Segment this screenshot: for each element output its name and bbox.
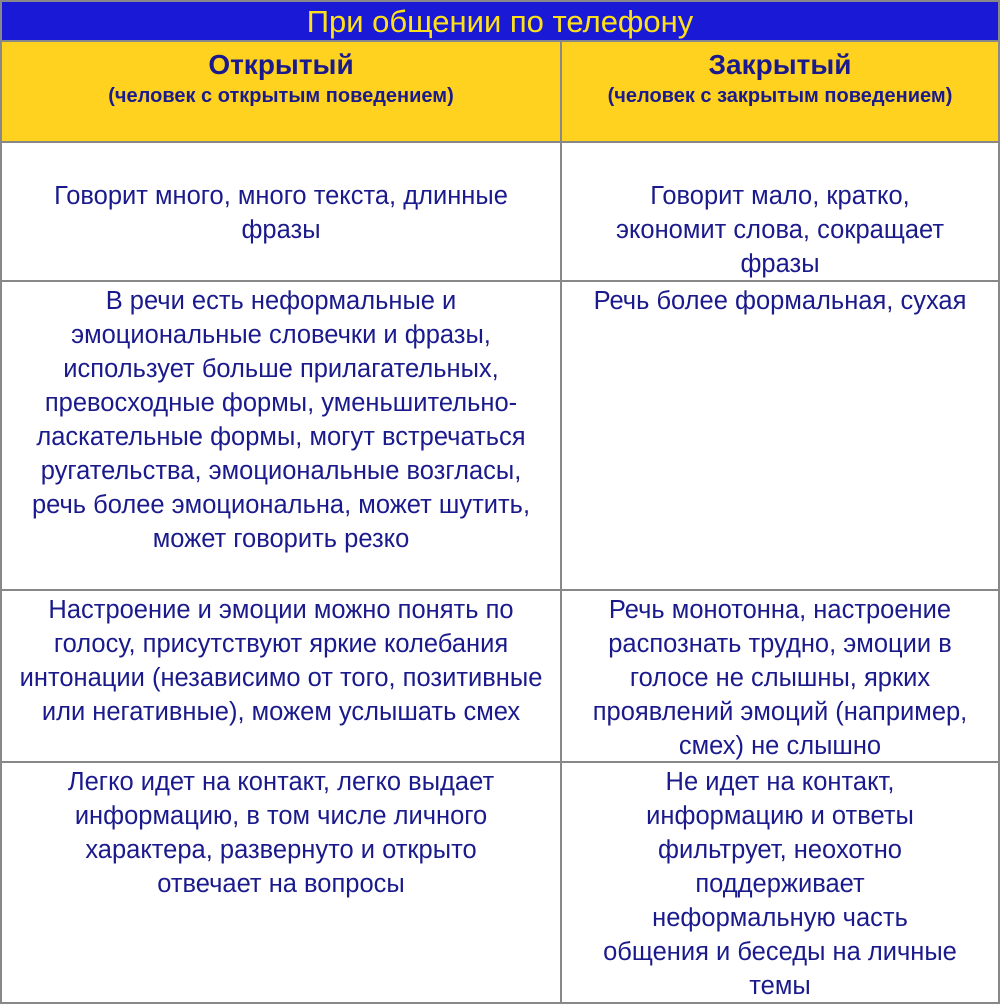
cell-open: Легко идет на контакт, легко выдает информацию, в том числе личного характера, развернуто и открыто отвечает на вопросы <box>2 763 562 1004</box>
header-open <box>2 42 562 141</box>
cell-closed: Не идет на контакт, информацию и ответы фильтрует, неохотно поддерживает неформальную часть общения и беседы на личные темы <box>603 768 957 1000</box>
cell-closed: Речь более формальная, сухая <box>593 287 967 315</box>
table-header-row <box>2 42 998 143</box>
header-closed <box>562 42 998 141</box>
header-closed-subtitle: (человек с закрытым поведением) <box>607 85 953 107</box>
table-row <box>2 143 998 282</box>
table-row <box>2 763 998 1004</box>
cell-open: В речи есть неформальные и эмоциональные словечки и фразы, использует больше прилагательных, превосходные формы, уменьшительно-ласкательные формы, могут встречаться ругательства, эмоциональные возгласы, речь более эмоциональна, может шутить, может говорить резко <box>2 282 562 589</box>
cell-open: Говорит много, много текста, длинные фразы <box>2 143 562 280</box>
header-open-subtitle: (человек с открытым поведением) <box>108 85 454 107</box>
header-open-title: Открытый <box>208 49 354 80</box>
table-title: При общении по телефону <box>2 2 998 42</box>
cell-closed: Говорит мало, кратко, экономит слова, сокращает фразы <box>615 182 945 278</box>
header-closed-title: Закрытый <box>708 49 852 80</box>
table-row <box>2 282 998 591</box>
cell-closed: Речь монотонна, настроение распознать трудно, эмоции в голосе не слышны, ярких проявлений эмоций (например, смех) не слышно <box>592 596 968 760</box>
cell-open: Настроение и эмоции можно понять по голосу, присутствуют яркие колебания интонации (независимо от того, позитивные или негативные), можем услышать смех <box>2 591 562 761</box>
table-row <box>2 591 998 763</box>
